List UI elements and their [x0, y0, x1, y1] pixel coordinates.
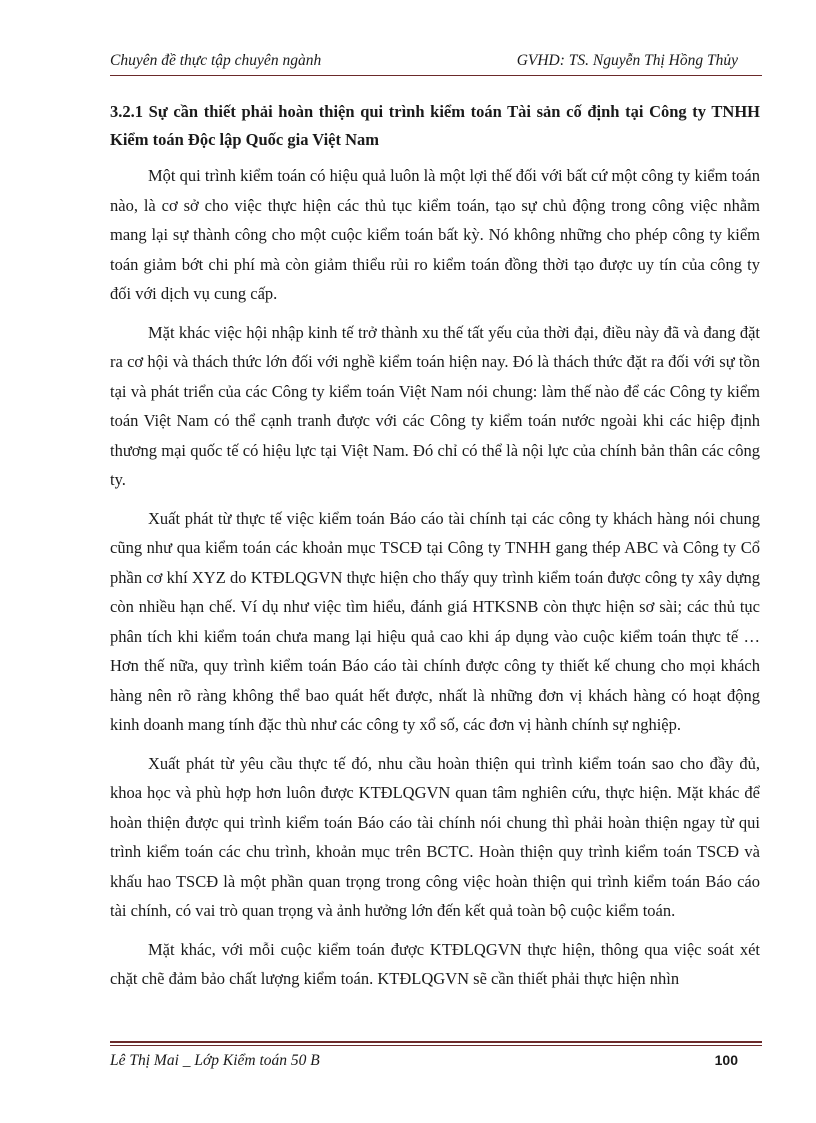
body-paragraph-4: Xuất phát từ yêu cầu thực tế đó, nhu cầu hoàn thiện qui trình kiểm toán sao cho đầy đủ, khoa học và phù hợp hơn luôn được KTĐLQGVN quan tâm nghiên cứu, thực hiện. Mặt khác để hoàn thiện được qui trình kiểm toán Báo cáo tài chính nói chung thì phải hoàn thiện ngay từ qui trình kiểm toán các chu trình, khoản mục trên BCTC. Hoàn thiện quy trình kiểm toán TSCĐ và khấu hao TSCĐ là một phần quan trọng trong công việc hoàn thiện qui trình kiểm toán Báo cáo tài chính, có vai trò quan trọng và ảnh hưởng lớn đến kết quả toàn bộ cuộc kiểm toán.	[110, 753, 760, 920]
footer-divider-thick	[110, 1041, 762, 1043]
page-body	[110, 98, 760, 1003]
header-divider	[110, 75, 762, 76]
page-footer	[110, 1052, 762, 1076]
page-number: 100	[714, 1052, 738, 1068]
body-paragraph-2: Mặt khác việc hội nhập kinh tế trở thành xu thế tất yếu của thời đại, điều này đã và đang đặt ra cơ hội và thách thức lớn đối với nghề kiểm toán hiện nay. Đó là thách thức đặt ra đối với sự tồn tại và phát triển của các Công ty kiểm toán Việt Nam nói chung: làm thế nào để các Công ty kiểm toán Việt Nam có thể cạnh tranh được với các Công ty kiểm toán nước ngoài khi các hiệp định thương mại quốc tế có hiệu lực tại Việt Nam. Đó chỉ có thể là nội lực của chính bản thân các công ty.	[110, 322, 760, 489]
body-paragraph-5: Mặt khác, với mỗi cuộc kiểm toán được KTĐLQGVN thực hiện, thông qua việc soát xét chặt chẽ đảm bảo chất lượng kiểm toán. KTĐLQGVN sẽ cần thiết phải thực hiện nhìn	[110, 939, 760, 988]
section-heading: 3.2.1 Sự cần thiết phải hoàn thiện qui trình kiểm toán Tài sản cố định tại Công ty TNHH Kiểm toán Độc lập Quốc gia Việt Nam	[110, 102, 760, 149]
body-paragraph-3: Xuất phát từ thực tế việc kiểm toán Báo cáo tài chính tại các công ty khách hàng nói chung cũng như qua kiểm toán các khoản mục TSCĐ tại Công ty TNHH gang thép ABC và Công ty Cổ phần cơ khí XYZ do KTĐLQGVN thực hiện cho thấy quy trình kiểm toán được công ty xây dựng còn nhiều hạn chế. Ví dụ như việc tìm hiểu, đánh giá HTKSNB còn thực hiện sơ sài; các thủ tục phân tích khi kiểm toán chưa mang lại hiệu quả cao khi áp dụng vào cuộc kiểm toán thực tế … Hơn thế nữa, quy trình kiểm toán Báo cáo tài chính được công ty thiết kế chung cho mọi khách hàng nên rõ ràng không thể bao quát hết được, nhất là những đơn vị khách hàng có hoạt động kinh doanh mang tính đặc thù như các công ty xổ số, các đơn vị hành chính sự nghiệp.	[110, 508, 760, 734]
footer-divider-thin	[110, 1045, 762, 1046]
header-supervisor: GVHD: TS. Nguyễn Thị Hồng Thủy	[516, 52, 738, 69]
body-paragraph-1: Một qui trình kiểm toán có hiệu quả luôn là một lợi thế đối với bất cứ một công ty kiểm toán nào, là cơ sở cho việc thực hiện các thủ tục kiểm toán, tạo sự chủ động trong công việc nhằm mang lại sự thành công cho một cuộc kiểm toán bất kỳ. Nó không những cho phép công ty kiểm toán giảm bớt chi phí mà còn giảm thiểu rủi ro kiểm toán đồng thời tạo được uy tín của công ty đối với dịch vụ cung cấp.	[110, 166, 760, 303]
header-course-title: Chuyên đề thực tập chuyên ngành	[110, 52, 322, 69]
page-header	[110, 50, 762, 74]
footer-author: Lê Thị Mai _ Lớp Kiểm toán 50 B	[110, 1052, 320, 1069]
